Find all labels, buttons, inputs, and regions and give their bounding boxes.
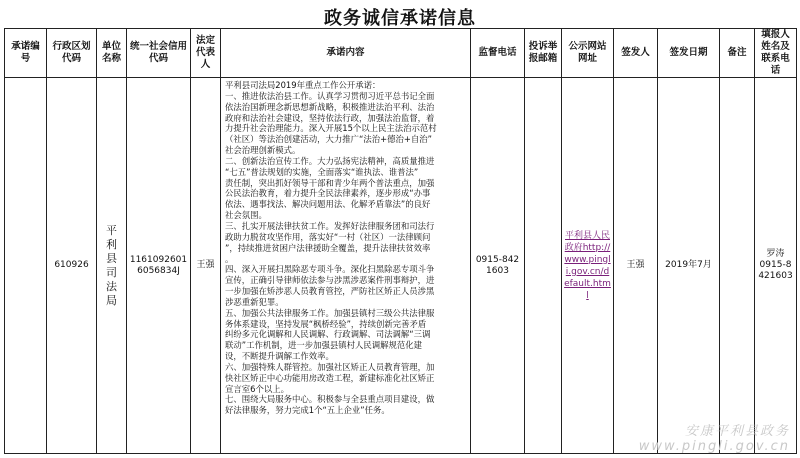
content-line: 公民法治教育，着力提升全民法律素养，逐步形成“办事 (225, 188, 431, 199)
cell-filler (755, 78, 797, 454)
cell-legal-rep: 王强 (191, 78, 221, 454)
content-line: 快社区矫正中心功能用房改造工程，新建标准化社区矫正 (225, 372, 435, 383)
cell-remark (720, 78, 755, 454)
filler-phone: 0915-8421603 (758, 260, 793, 281)
content-line: 社会治理创新模式。 (225, 145, 301, 156)
cell-content (221, 78, 471, 454)
header-credit-code: 统一社会信用代码 (127, 29, 191, 78)
content-line: 四、深入开展扫黑除恶专项斗争。深化扫黑除恶专项斗争 (225, 264, 435, 275)
page-title: 政务诚信承诺信息 (324, 8, 476, 29)
cell-credit-code: 11610926016056834J (127, 78, 191, 454)
promise-table (4, 28, 797, 454)
header-issuer: 签发人 (614, 29, 658, 78)
content-line: 政助力脱贫攻坚作用，落实好“一村（社区）一法律顾问 (225, 231, 431, 242)
content-line: 六、加强特殊人群管控。加强社区矫正人员教育管理，加 (225, 361, 435, 372)
content-line: 好法律服务，努力完成1个“五上企业”任务。 (225, 405, 390, 416)
cell-email (525, 78, 562, 454)
content-line: 责任制，突出抓好领导干部和青少年两个普法重点，加强 (225, 177, 435, 188)
content-line: 二、创新法治宣传工作。大力弘扬宪法精神，高质量推进 (225, 155, 435, 166)
content-line: 宣传，正确引导律师依法参与涉黑涉恶案件刑事辩护，进 (225, 275, 435, 286)
unit-name-text: 平利县司法局 (106, 223, 117, 307)
watermark (639, 424, 790, 454)
header-unit-name: 单位名称 (97, 29, 127, 78)
content-line: 力提升社会治理能力。深入开展15个以上民主法治示范村 (225, 123, 437, 134)
website-link[interactable]: 平利县人民政府http://www.pingli.gov.cn/default.html (564, 230, 611, 301)
content-line: ”，持续推进贫困户法律援助全覆盖，提升法律扶贫效率 (225, 242, 431, 253)
content-line: 联动”工作机制，进一步加强县镇村人民调解规范化建 (225, 340, 422, 351)
cell-website (562, 78, 614, 454)
header-promise-no: 承诺编号 (5, 29, 47, 78)
content-line: 平利县司法局2019年重点工作公开承诺： (225, 80, 381, 90)
header-email: 投诉举报邮箱 (525, 29, 562, 78)
cell-promise-no (5, 78, 47, 454)
content-line: 纠纷多元化调解和人民调解、行政调解、司法调解“三调 (225, 329, 431, 340)
content-line: 设，不断提升调解工作效率。 (225, 351, 334, 362)
header-filler: 填报人姓名及联系电话 (755, 29, 797, 78)
watermark-line1: 安康平利县政务 (684, 424, 790, 439)
cell-unit-name (97, 78, 127, 454)
cell-phone: 0915-8421603 (471, 78, 525, 454)
content-line: 七、围绕大局服务中心。积极参与全县重点项目建设，做 (225, 394, 435, 405)
content-line: 三、扎实开展法律扶贫工作。发挥好法律服务团和司法行 (225, 220, 435, 231)
watermark-line2: www.pingli.gov.cn (638, 439, 790, 454)
content-line: 社会氛围。 (225, 210, 267, 221)
header-content: 承诺内容 (221, 29, 471, 78)
table-row (5, 78, 797, 454)
cell-issuer: 王强 (614, 78, 658, 454)
header-row (5, 29, 797, 78)
content-line: 五、加强公共法律服务工作。加强县镇村三级公共法律服 (225, 307, 435, 318)
header-legal-rep: 法定代表人 (191, 29, 221, 78)
content-line: 宣言室6个以上。 (225, 383, 289, 394)
cell-region-code: 610926 (47, 78, 97, 454)
header-website: 公示网站网址 (562, 29, 614, 78)
content-line: 。 (225, 253, 234, 264)
content-line: 涉恶重新犯罪。 (225, 296, 284, 307)
content-line: （社区）等法治创建活动，大力推广“法治+德治+自治” (225, 134, 432, 145)
content-line: 务体系建设，坚持发展“枫桥经验”，持续创新完善矛盾 (225, 318, 427, 329)
header-region-code: 行政区划代码 (47, 29, 97, 78)
content-line: 一步加强在矫涉恶人员教育管控，严防社区矫正人员涉黑 (225, 286, 435, 297)
cell-issue-date: 2019年7月 (658, 78, 720, 454)
header-phone: 监督电话 (471, 29, 525, 78)
header-remark: 备注 (720, 29, 755, 78)
content-line: 依法治国新理念新思想新战略，积极推进法治平利、法治 (225, 101, 435, 112)
header-issue-date: 签发日期 (658, 29, 720, 78)
content-line: 政府和法治社会建设，坚持依法行政，加强法治监督，着 (225, 112, 435, 123)
content-line: 一、推进依法治县工作。认真学习贯彻习近平总书记全面 (225, 90, 435, 101)
content-line: “七五”普法规划的实施，全面落实“谁执法、谁普法” (225, 166, 419, 177)
content-line: 依法、遇事找法、解决问题用法、化解矛盾靠法”的良好 (225, 199, 431, 210)
filler-name: 罗涛 (766, 249, 785, 259)
